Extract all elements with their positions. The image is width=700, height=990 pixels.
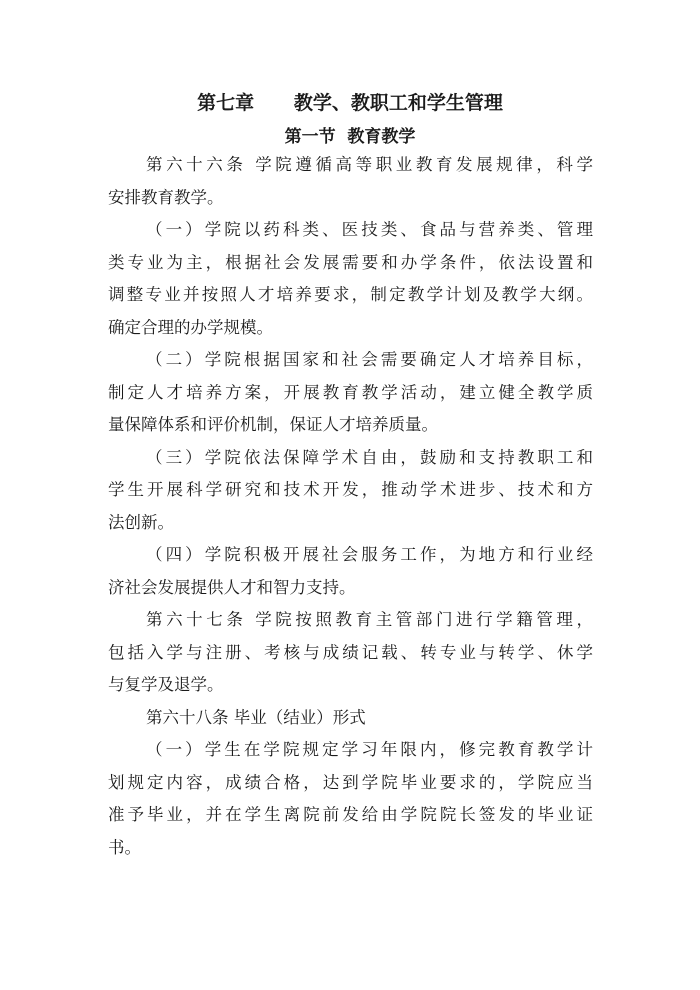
article-68-heading: 第六十八条 毕业（结业）形式 <box>146 708 366 727</box>
article-66-line-2: 安排教育教学。 <box>108 188 224 207</box>
chapter-title: 第七章 教学、教职工和学生管理 <box>197 92 503 114</box>
item-2-line-1: （二）学院根据国家和社会需要确定人才培养目标， <box>146 350 593 369</box>
item-2-line-2: 制定人才培养方案，开展教育教学活动，建立健全教学质 <box>108 383 593 402</box>
item-1-line-2: 类专业为主，根据社会发展需要和办学条件，依法设置和 <box>108 253 593 272</box>
item-3-line-2: 学生开展科学研究和技术开发，推动学术进步、技术和方 <box>108 480 593 499</box>
item-4-line-2: 济社会发展提供人才和智力支持。 <box>108 578 356 597</box>
item-1-line-4: 确定合理的办学规模。 <box>108 318 273 337</box>
item-2-line-3: 量保障体系和评价机制，保证人才培养质量。 <box>108 415 438 434</box>
section-title: 第一节 教育教学 <box>284 127 416 147</box>
article-68-item-1-line-2: 划规定内容，成绩合格，达到学院毕业要求的，学院应当 <box>108 773 593 792</box>
article-67-line-3: 与复学及退学。 <box>108 675 224 694</box>
article-68-item-1-line-4: 书。 <box>108 838 141 857</box>
item-1-line-1: （一）学院以药科类、医技类、食品与营养类、管理 <box>146 220 593 239</box>
item-4-line-1: （四）学院积极开展社会服务工作，为地方和行业经 <box>146 545 593 564</box>
item-3-line-1: （三）学院依法保障学术自由，鼓励和支持教职工和 <box>146 448 593 467</box>
article-66-line-1: 第六十六条 学院遵循高等职业教育发展规律，科学 <box>146 155 593 174</box>
item-1-line-3: 调整专业并按照人才培养要求，制定教学计划及教学大纲。 <box>108 285 593 304</box>
article-67-line-1: 第六十七条 学院按照教育主管部门进行学籍管理， <box>146 610 593 629</box>
article-67-line-2: 包括入学与注册、考核与成绩记载、转专业与转学、休学 <box>108 643 593 662</box>
article-68-item-1-line-1: （一）学生在学院规定学习年限内，修完教育教学计 <box>146 740 593 759</box>
item-3-line-3: 法创新。 <box>108 513 174 532</box>
article-68-item-1-line-3: 准予毕业，并在学生离院前发给由学院院长签发的毕业证 <box>108 805 593 824</box>
